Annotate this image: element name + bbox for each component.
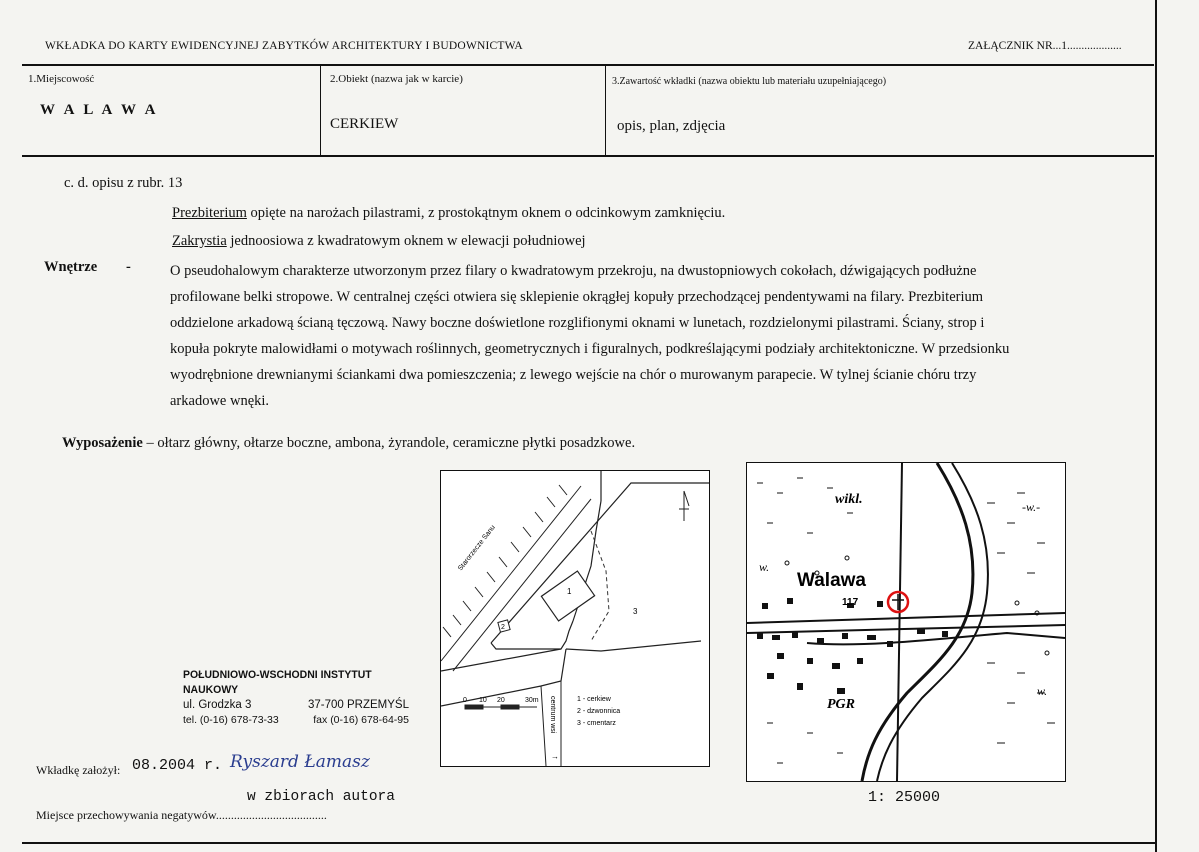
- contents-value: opis, plan, zdjęcia: [617, 118, 726, 134]
- object-label: 2.Obiekt (nazwa jak w karcie): [330, 73, 463, 85]
- negatives-label: Miejsce przechowywania negatywów.....................................: [36, 808, 327, 822]
- sacristy-term: Zakrystia: [172, 233, 227, 249]
- fields-bottom-rule: [22, 155, 1154, 157]
- interior-line: wyodrębnione drewnianymi ściankami dwa pomieszczenia; z lewego wejście na chór o murowanym parapecie. W tylnej ścianie chóru trzy: [170, 367, 977, 383]
- interior-line: profilowane belki stropowe. W centralnej części otwiera się sklepienie okrągłej kopuły przechodzącej pendentywami na filary. Prezbiterium: [170, 289, 984, 305]
- sacristy-text: jednoosiowa z kwadratowym oknem w elewacji południowej: [226, 233, 586, 249]
- map-label-w: w.: [1037, 684, 1048, 698]
- furnishings-text: – ołtarz główny, ołtarze boczne, ambona, żyrandole, ceramiczne płytki posadzkowe.: [142, 435, 636, 451]
- presbytery-term: Prezbiterium: [172, 205, 247, 221]
- object-value: CERKIEW: [330, 116, 399, 132]
- contents-label: 3.Zawartość wkładki (nazwa obiektu lub materiału uzupełniającego): [612, 76, 887, 87]
- stamp-institute-name: POŁUDNIOWO-WSCHODNI INSTYTUT NAUKOWY: [183, 669, 372, 696]
- plan-area-3: 3: [633, 607, 638, 616]
- interior-label: Wnętrze: [44, 259, 98, 275]
- legend-item: 3 - cmentarz: [577, 720, 616, 727]
- site-plan-drawing: [441, 471, 709, 766]
- site-plan: [440, 470, 710, 767]
- furnishings-paragraph: [62, 430, 635, 456]
- negatives-location: w zbiorach autora: [247, 789, 395, 805]
- interior-line: arkadowe wnęki.: [170, 393, 270, 409]
- interior-line: O pseudohalowym charakterze utworzonym przez filary o kwadratowym przekroju, na dwustopniowych cokołach, dźwigających podłużne: [170, 263, 977, 279]
- legend-item: 1 - cerkiew: [577, 696, 611, 703]
- right-border: [1155, 0, 1157, 852]
- scale-tick-10: 10: [479, 697, 487, 704]
- annex-number: ZAŁĄCZNIK NR...1...................: [968, 40, 1122, 52]
- field-divider-1: [320, 66, 321, 156]
- stamp-city: 37-700 PRZEMYŚL: [308, 699, 409, 711]
- created-date: 08.2004 r.: [132, 757, 223, 774]
- header-rule: [22, 64, 1154, 66]
- interior-text: [170, 258, 1150, 414]
- continuation-note: c. d. opisu z rubr. 13: [64, 175, 183, 191]
- institute-stamp: [183, 668, 423, 728]
- legend-item: 2 - dzwonnica: [577, 708, 621, 715]
- map-scale: 1: 25000: [868, 789, 941, 806]
- plan-arrow: →: [551, 752, 559, 761]
- bottom-border: [22, 842, 1157, 844]
- topo-map-drawing: [747, 463, 1065, 781]
- author-signature: Ryszard Łamasz: [230, 752, 370, 772]
- scale-tick-0: 0: [463, 697, 467, 704]
- map-label-w: w.: [759, 560, 770, 574]
- presbytery-text: opięte na narożach pilastrami, z prostokątnym oknem o odcinkowym zamknięciu.: [246, 205, 726, 221]
- plan-building-1: 1: [567, 587, 572, 596]
- stamp-phone: tel. (0-16) 678-73-33: [183, 714, 279, 726]
- map-label-pgr: PGR: [827, 697, 855, 712]
- plan-road-label: Starorzecze Sanu: [457, 524, 497, 573]
- field-divider-2: [605, 66, 606, 156]
- map-label-w: -w.-: [1022, 500, 1041, 514]
- locality-value: W A L A W A: [40, 102, 159, 118]
- sacristy-paragraph: [172, 228, 586, 254]
- furnishings-label: Wyposażenie: [62, 435, 143, 451]
- interior-line: kopuła pokryte malowidłami o motywach roślinnych, geometrycznych i figuralnych, podkreślającymi podziały architektoniczne. W przedsionku: [170, 341, 1010, 357]
- map-label-wikl: wikl.: [835, 492, 863, 507]
- locality-label: 1.Miejscowość: [28, 73, 95, 85]
- scale-tick-30: 30m: [525, 697, 539, 704]
- plan-building-2: 2: [501, 624, 505, 631]
- map-village-label: Walawa: [797, 570, 866, 591]
- created-by-label: Wkładkę założył:: [36, 763, 121, 777]
- interior-dash: -: [126, 259, 131, 275]
- map-elevation: 117: [842, 597, 859, 608]
- stamp-fax: fax (0-16) 678-64-95: [313, 714, 409, 726]
- scale-tick-20: 20: [497, 697, 505, 704]
- topographic-map: [746, 462, 1066, 782]
- plan-center-label: centrum wsi: [549, 696, 556, 734]
- stamp-street: ul. Grodzka 3: [183, 699, 252, 711]
- presbytery-paragraph: [172, 200, 725, 226]
- document-title: WKŁADKA DO KARTY EWIDENCYJNEJ ZABYTKÓW ARCHITEKTURY I BUDOWNICTWA: [45, 40, 523, 52]
- interior-line: oddzielone arkadową ścianą tęczową. Nawy boczne doświetlone rozglifionymi oknami w lunetach, rozdzielonymi pilastrami. Ściany, strop i: [170, 315, 985, 331]
